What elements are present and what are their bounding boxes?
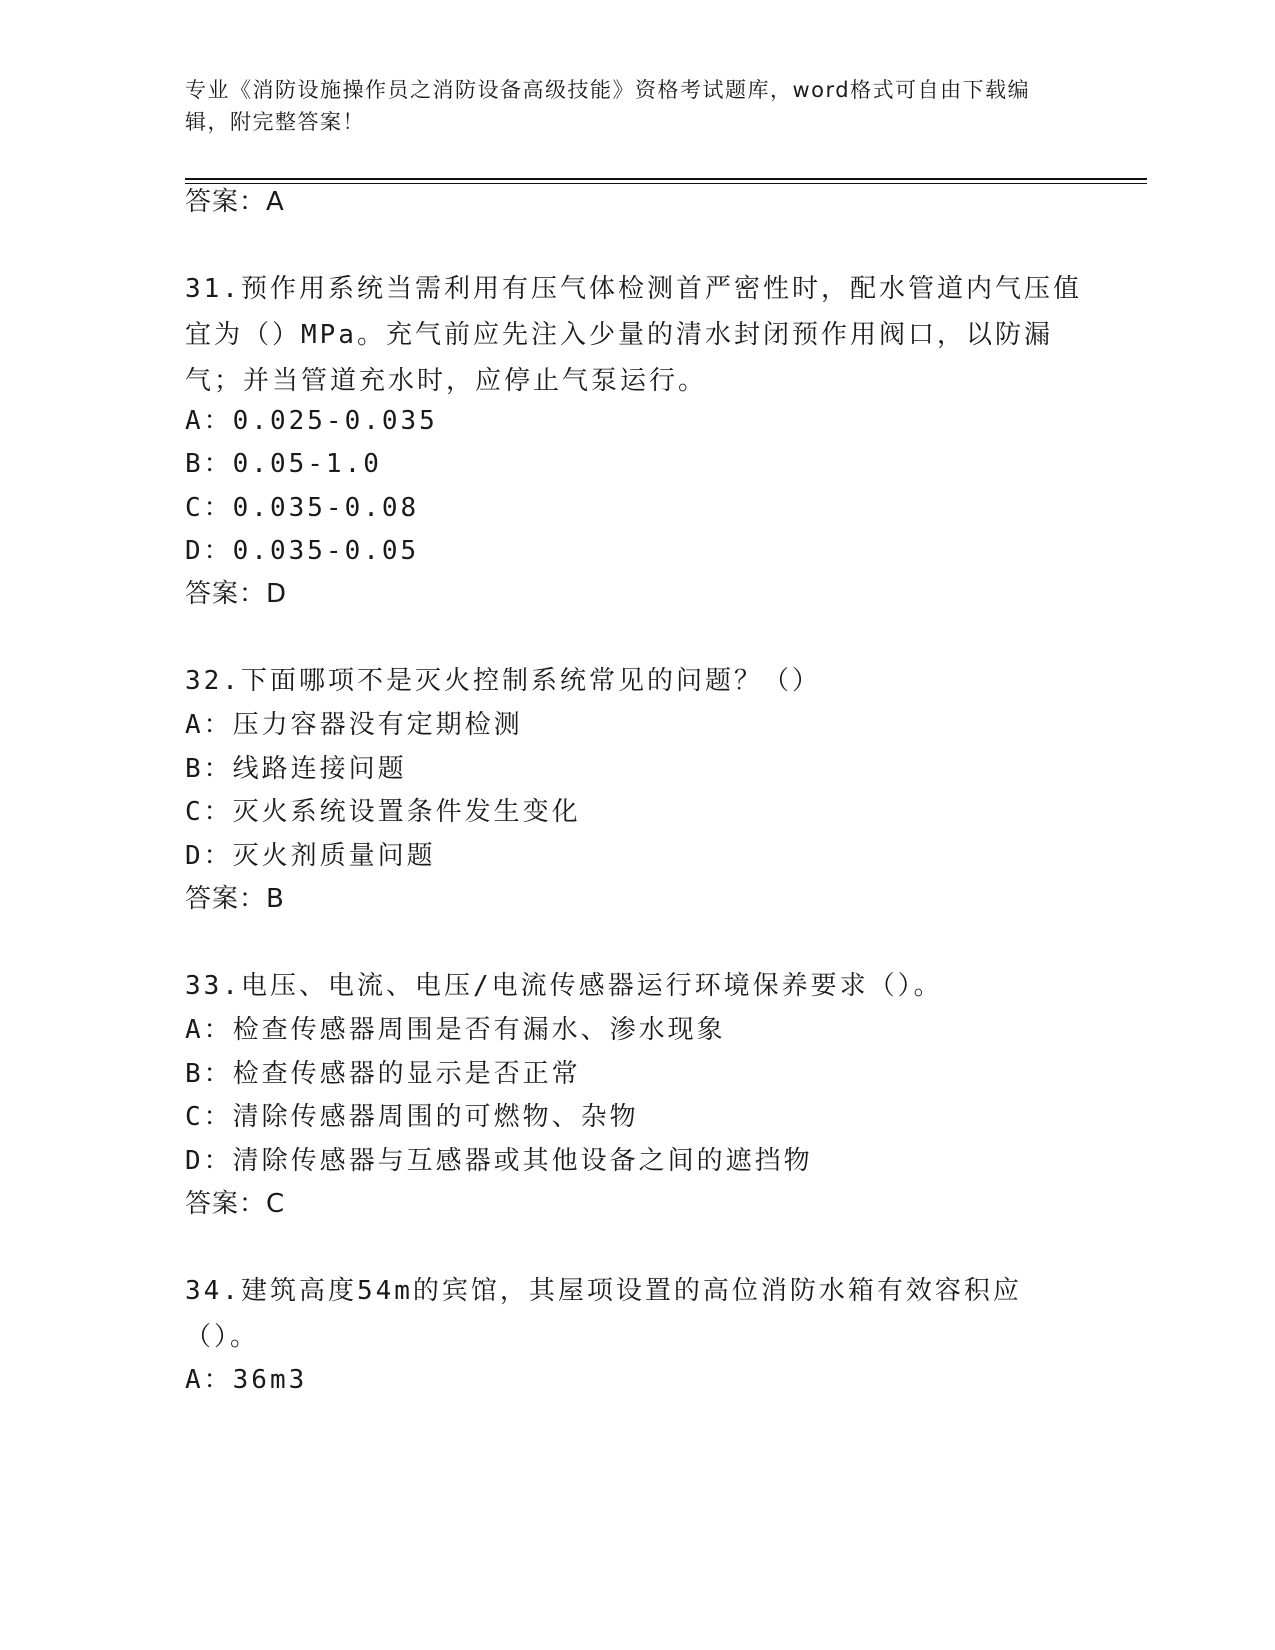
header-rule-thin bbox=[185, 183, 1147, 184]
header-rule-thick bbox=[185, 178, 1147, 180]
answer-top: 答案：A bbox=[185, 187, 285, 217]
question-34-text: 34.建筑高度54m的宾馆，其屋项设置的高位消防水箱有效容积应（）。 bbox=[185, 1276, 1022, 1352]
question-33-option-b: B：检查传感器的显示是否正常 bbox=[185, 1059, 581, 1089]
question-32-text: 32.下面哪项不是灭火控制系统常见的问题？（） bbox=[185, 666, 821, 696]
question-33-text: 33.电压、电流、电压/电流传感器运行环境保养要求（）。 bbox=[185, 971, 943, 1001]
question-31-answer: 答案：D bbox=[185, 579, 288, 609]
question-33-option-c: C：清除传感器周围的可燃物、杂物 bbox=[185, 1102, 639, 1132]
question-32-answer: 答案：B bbox=[185, 884, 285, 914]
question-31-option-a: A：0.025-0.035 bbox=[185, 406, 438, 436]
question-32-option-b: B：线路连接问题 bbox=[185, 754, 407, 784]
question-33-option-d: D：清除传感器与互感器或其他设备之间的遮挡物 bbox=[185, 1146, 813, 1176]
question-32-option-d: D：灭火剂质量问题 bbox=[185, 841, 436, 871]
question-34-option-a: A：36m3 bbox=[185, 1365, 308, 1395]
question-31-option-c: C：0.035-0.08 bbox=[185, 493, 420, 523]
question-32-option-a: A：压力容器没有定期检测 bbox=[185, 710, 523, 740]
question-33-answer: 答案：C bbox=[185, 1189, 286, 1219]
document-header: 专业《消防设施操作员之消防设备高级技能》资格考试题库，word格式可自由下载编辑，附完整答案！ bbox=[185, 78, 1031, 134]
question-31-text: 31.预作用系统当需利用有压气体检测首严密性时，配水管道内气压值宜为（）MPa。充气前应先注入少量的清水封闭预作用阀口，以防漏气；并当管道充水时，应停止气泵运行。 bbox=[185, 274, 1082, 396]
question-33-option-a: A：检查传感器周围是否有漏水、渗水现象 bbox=[185, 1015, 726, 1045]
question-32-option-c: C：灭火系统设置条件发生变化 bbox=[185, 797, 581, 827]
question-31-option-d: D：0.035-0.05 bbox=[185, 536, 420, 566]
question-31-option-b: B：0.05-1.0 bbox=[185, 449, 382, 479]
